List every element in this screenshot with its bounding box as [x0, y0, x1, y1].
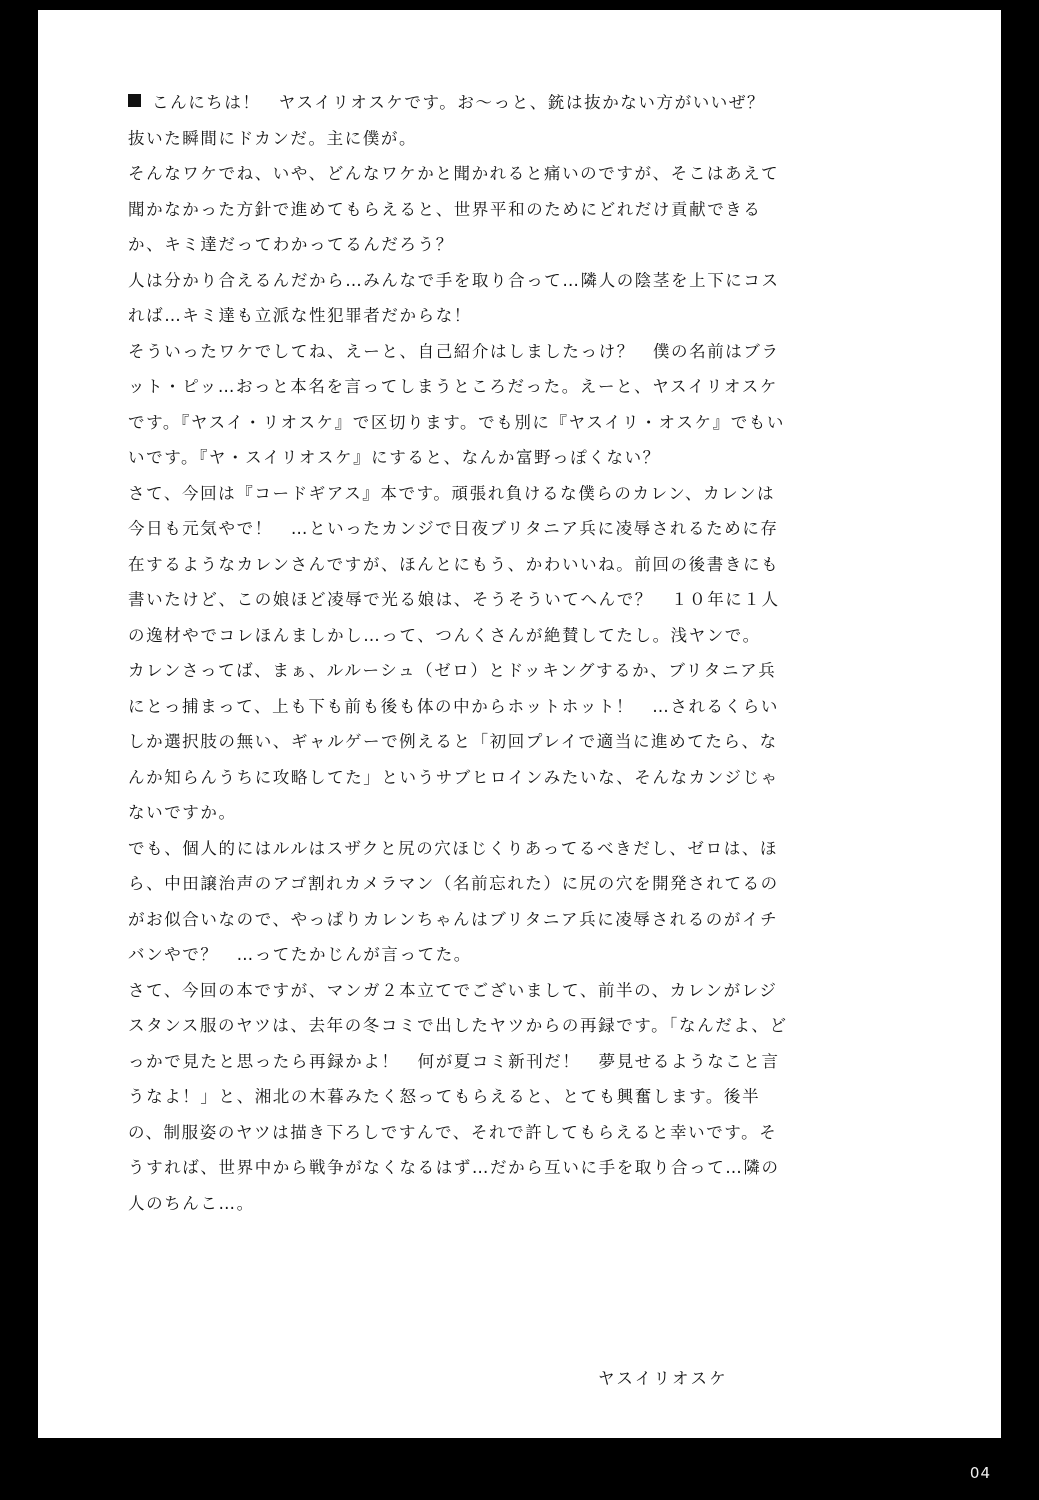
paragraph: カレンさってば、まぁ、ルルーシュ（ゼロ）とドッキングするか、ブリタニア兵にとっ捕まって、上も下も前も後も体の中からホットホット！ …されるくらいしか選択肢の無い、ギャルゲーで例えると「初回プレイで適当に進めてたら、なんか知らんうちに攻略してた」というサブヒロインみたいな、そんなカンジじゃないですか。	[128, 661, 779, 822]
afterword-text-block	[128, 85, 788, 1221]
scan-edge-left	[0, 0, 38, 1500]
paragraph: さて、今回の本ですが、マンガ２本立てでございまして、前半の、カレンがレジスタンス服のヤツは、去年の冬コミで出したヤツからの再録です。「なんだよ、どっかで見たと思ったら再録かよ！ 何が夏コミ新刊だ！ 夢見せるようなこと言うなよ！」と、湘北の木暮みたく怒ってもらえると、とても興奮します。後半の、制服姿のヤツは描き下ろしですんで、それで許してもらえると幸いです。そうすれば、世界中から戦争がなくなるはず…だから互いに手を取り合って…隣の人のちんこ…。	[128, 980, 788, 1213]
paragraph: こんにちは！ ヤスイリオスケです。お〜っと、銃は抜かない方がいいぜ？ 抜いた瞬間にドカンだ。主に僕が。	[128, 93, 784, 148]
paragraph: そんなワケでね、いや、どんなワケかと聞かれると痛いのですが、そこはあえて聞かなかった方針で進めてもらえると、世界平和のためにどれだけ貢献できるか、キミ達だってわかってるんだろう？	[128, 164, 780, 254]
page-number: 04	[969, 1464, 991, 1482]
paragraph: でも、個人的にはルルはスザクと尻の穴ほじくりあってるべきだし、ゼロは、ほら、中田譲治声のアゴ割れカメラマン（名前忘れた）に尻の穴を開発されてるのがお似合いなので、やっぱりカレンちゃんはブリタニア兵に凌辱されるのがイチバンやで？ …ってたかじんが言ってた。	[128, 838, 779, 964]
filled-square-icon	[128, 94, 141, 107]
scan-edge-right	[1001, 0, 1039, 1500]
paper-area	[38, 10, 1001, 1438]
paragraph: 人は分かり合えるんだから…みんなで手を取り合って…隣人の陰茎を上下にコスれば…キミ達も立派な性犯罪者だからな！	[128, 270, 780, 325]
paragraph: そういったワケでしてね、えーと、自己紹介はしましたっけ？ 僕の名前はブラット・ピッ…おっと本名を言ってしまうところだった。えーと、ヤスイリオスケです。『ヤスイ・リオスケ』で区切ります。でも別に『ヤスイリ・オスケ』でもいいです。『ヤ・スイリオスケ』にすると、なんか富野っぽくない？	[128, 341, 785, 467]
scan-edge-bottom	[0, 1438, 1039, 1500]
paragraph: さて、今回は『コードギアス』本です。頑張れ負けるな僕らのカレン、カレンは今日も元気やで！ …といったカンジで日夜ブリタニア兵に凌辱されるために存在するようなカレンさんですが、ほんとにもう、かわいいね。前回の後書きにも書いたけど、この娘ほど凌辱で光る娘は、そうそういてへんで？ １０年に１人の逸材やでコレほんましかし…って、つんくさんが絶賛してたし。浅ヤンで。	[128, 483, 780, 645]
author-signature: ヤスイリオスケ	[598, 1369, 728, 1388]
scan-edge-top	[0, 0, 1039, 10]
